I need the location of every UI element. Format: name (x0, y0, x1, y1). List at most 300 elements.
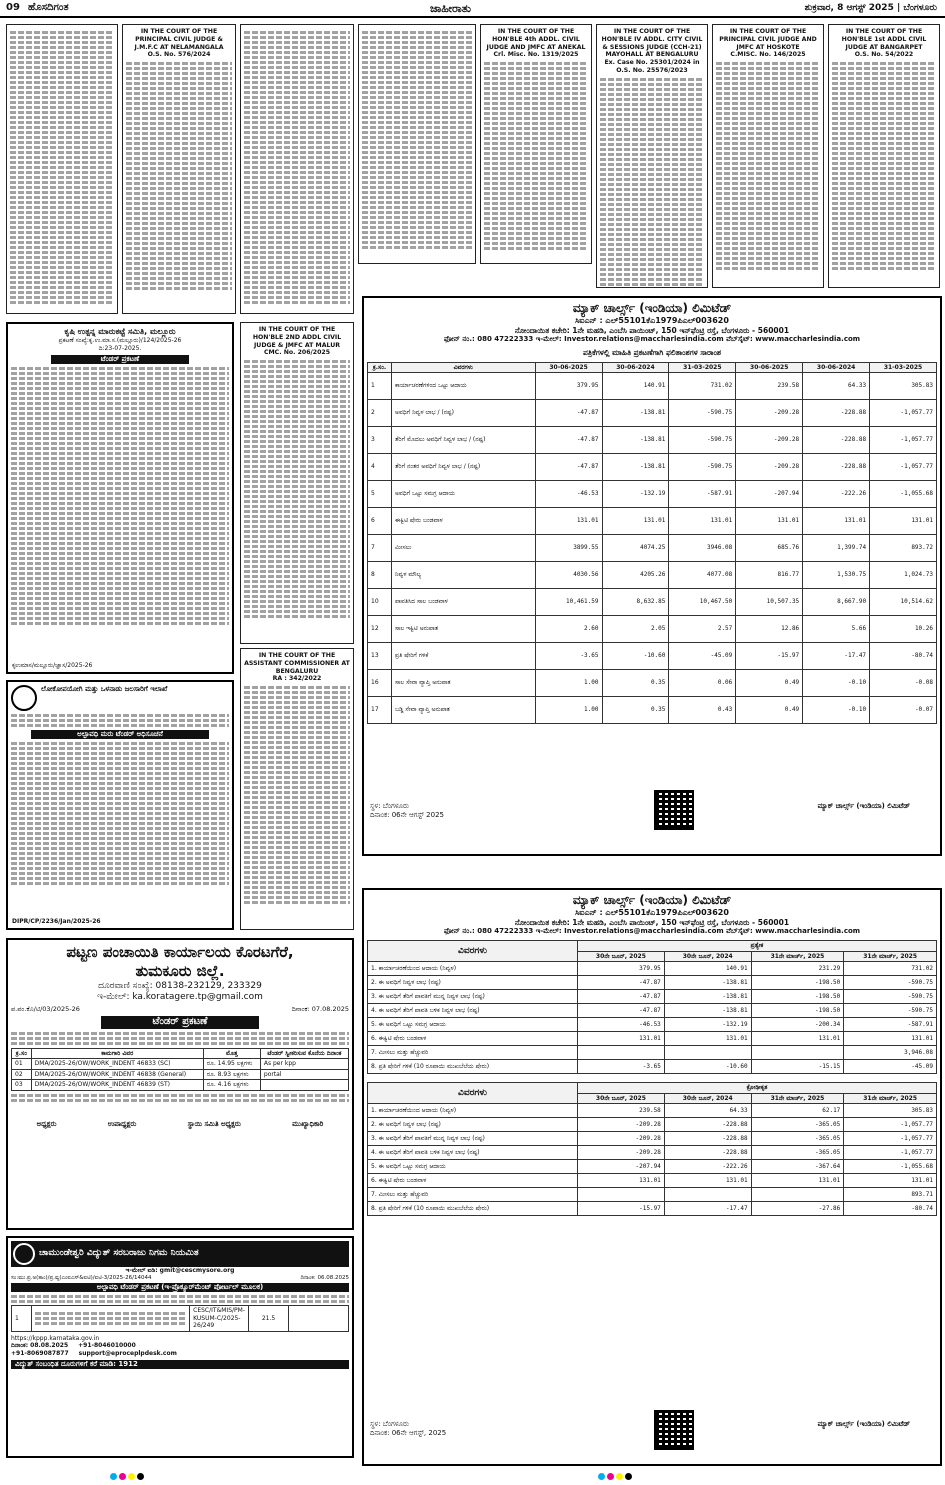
cell: -1,055.68 (844, 1160, 937, 1174)
cell: -3.65 (535, 643, 602, 670)
notice-kannada-2 (240, 24, 354, 314)
cell: 3,946.08 (844, 1046, 937, 1060)
registration-marks (598, 1473, 634, 1481)
signatory: ಅಧ್ಯಕ್ಷರು (36, 1119, 57, 1128)
col-header: 30-06-2024 (803, 362, 870, 373)
cell: 0.35 (602, 670, 669, 697)
row-label: ಅವಧಿಗೆ ಒಟ್ಟು ಸಮಗ್ರ ಆದಾಯ (392, 481, 536, 508)
company-cin: ಸಿಐಎನ್ : ಎಲ್55101ಕೆಎ1979ಪಿಎಲ್003620 (575, 908, 729, 917)
signatory: ಸ್ಥಾಯಿ ಸಮಿತಿ ಅಧ್ಯಕ್ಷರು (187, 1119, 241, 1128)
cmyk-dot (616, 1473, 623, 1480)
cell: -228.88 (664, 1132, 751, 1146)
korategere-email: ಇ-ಮೇಲ್: ka.koratagere.tp@gmail.com (97, 991, 263, 1002)
cell: 12.86 (736, 616, 803, 643)
cell: 02 (12, 1069, 32, 1080)
signatory: ಮುಖ್ಯಾಧಿಕಾರಿ (292, 1119, 324, 1128)
cell: -207.94 (578, 1160, 665, 1174)
cell: -228.88 (803, 454, 870, 481)
notice-assistant-commissioner (240, 648, 354, 930)
cell: -15.97 (736, 643, 803, 670)
signatory: ಉಪಾಧ್ಯಕ್ಷರು (107, 1119, 137, 1128)
cell: -27.86 (751, 1202, 844, 1216)
table-row (368, 373, 937, 400)
cell: -200.34 (751, 1018, 844, 1032)
row-label: ಮೀಸಲು (392, 535, 536, 562)
cell: -47.87 (535, 454, 602, 481)
apmc-title: ಕೃಷಿ ಉತ್ಪನ್ನ ಮಾರುಕಟ್ಟೆ ಸಮಿತಿ, ಮಲ್ಲೂರು (64, 327, 176, 336)
apmc-tender-bar: ಟೆಂಡರ್ ಪ್ರಕಟಣೆ (51, 355, 189, 364)
col-header: ಕಾಮಗಾರಿ ವಿವರ (31, 1048, 203, 1059)
cell: -209.28 (578, 1132, 665, 1146)
header-date: ಶುಕ್ರವಾರ, 8 ಆಗಸ್ಟ್ 2025 | ಬೆಂಗಳೂರು (804, 3, 937, 13)
cell: -47.87 (578, 976, 665, 990)
cell: 0.35 (602, 697, 669, 724)
cell: ರೂ. 14.95 ಲಕ್ಷಗಳು (203, 1059, 260, 1070)
cell: -138.81 (664, 990, 751, 1004)
cesc-date-line: ದಿನಾಂಕ: 08.08.2025 (11, 1342, 69, 1350)
cell: 10,514.62 (870, 589, 937, 616)
cell: 1,024.73 (870, 562, 937, 589)
cell: portal (260, 1069, 348, 1080)
cell: -80.74 (844, 1202, 937, 1216)
cell: -228.88 (803, 400, 870, 427)
cell: -138.81 (664, 1004, 751, 1018)
col-header: ಕ್ರ.ಸಂ (12, 1048, 32, 1059)
cesc-helpline: ವಿದ್ಯುತ್ ಸಂಬಂಧಿತ ದೂರುಗಳಿಗೆ ಕರೆ ಮಾಡಿ: 1912 (11, 1360, 349, 1369)
cesc-ref: ಸಂ:ಮು.ಪ್ರ.ಅ(ತಾಂ)/ಪ್ರ.ವ್ಯ(ಎಂಐಎಸ್&ಐಟಿ)/ಐಟಿ-3/2025-26/14044 (11, 1274, 152, 1281)
table-row (368, 562, 937, 589)
section-title: ಜಾಹೀರಾತು (430, 2, 472, 15)
cell: -365.05 (751, 1146, 844, 1160)
notice-kannada-3 (358, 24, 476, 264)
row-label: 3. ಈ ಅವಧಿಗೆ ತೆರಿಗೆ ಪಾವತಿಗೆ ಮುನ್ನ ನಿವ್ವಳ ಲಾಭ (ನಷ್ಟ) (368, 990, 578, 1004)
table-row (12, 1080, 349, 1091)
table-row (12, 1069, 349, 1080)
row-label: 4. ಈ ಅವಧಿಗೆ ತೆರಿಗೆ ಪಾವತಿ ಬಳಿಕ ನಿವ್ವಳ ಲಾಭ (ನಷ್ಟ) (368, 1146, 578, 1160)
cell: 1.00 (535, 670, 602, 697)
notice-case-no: Ex. Case No. 25301/2024 in O.S. No. 25576/2023 (604, 59, 700, 74)
cell (664, 1188, 751, 1202)
cell: 131.01 (751, 1032, 844, 1046)
consolidated-table (367, 1082, 937, 1216)
row-label: ನಿವ್ವಳ ಮೌಲ್ಯ (392, 562, 536, 589)
cell (578, 1046, 665, 1060)
table-row (368, 1104, 937, 1118)
row-label: ಪಾವತಿಸಿದ ಸಾಲ ಬಂಡವಾಳ (392, 589, 536, 616)
row-label: 3. ಈ ಅವಧಿಗೆ ತೆರಿಗೆ ಪಾವತಿಗೆ ಮುನ್ನ ನಿವ್ವಳ ಲಾಭ (ನಷ್ಟ) (368, 1132, 578, 1146)
col-header: 31ನೇ ಮಾರ್ಚ್, 2025 (844, 951, 937, 962)
table-row (368, 1188, 937, 1202)
korategere-ref: ಪ.ಪಂ.ಕೊ/ಟಿ/03/2025-26 (11, 1005, 80, 1013)
cell (260, 1080, 348, 1091)
cell: 131.01 (844, 1174, 937, 1188)
cell: 131.01 (664, 1032, 751, 1046)
cell: 13 (368, 643, 392, 670)
cell: -590.75 (844, 1004, 937, 1018)
pwd-tender-notice (6, 680, 234, 930)
col-header: 31-03-2025 (870, 362, 937, 373)
cell: 3 (368, 427, 392, 454)
col-header: ವಿವರಗಳು (368, 1083, 578, 1104)
cell: -222.26 (803, 481, 870, 508)
cesc-support-email[interactable]: support@eproceplpdesk.com (78, 1349, 177, 1357)
cell: -132.19 (602, 481, 669, 508)
cell: 5.66 (803, 616, 870, 643)
cell: 131.01 (578, 1174, 665, 1188)
row-label: 7. ಮೀಸಲು ಮತ್ತು ಹೆಚ್ಚುವರಿ (368, 1188, 578, 1202)
cell: 379.95 (578, 962, 665, 976)
cell: 140.91 (602, 373, 669, 400)
cell: 3946.08 (669, 535, 736, 562)
cell: 0.49 (736, 697, 803, 724)
cell: -17.47 (803, 643, 870, 670)
table-row (368, 1060, 937, 1074)
cell: -367.64 (751, 1160, 844, 1174)
cell: 2 (368, 400, 392, 427)
korategere-title-1: ಪಟ್ಟಣ ಪಂಚಾಯಿತಿ ಕಾರ್ಯಾಲಯ ಕೊರಟಗೆರೆ, (66, 943, 294, 961)
row-label: 7. ಮೀಸಲು ಮತ್ತು ಹೆಚ್ಚುವರಿ (368, 1046, 578, 1060)
cell: 816.77 (736, 562, 803, 589)
registration-marks (110, 1473, 146, 1481)
row-label: ತೆರಿಗೆ ಮೊದಲು ಅವಧಿಗೆ ನಿವ್ವಳ ಲಾಭ / (ನಷ್ಟ) (392, 427, 536, 454)
col-header: ಟೆಂಡರ್ ಸ್ವೀಕರಿಸುವ ಕೊನೆಯ ದಿನಾಂಕ (260, 1048, 348, 1059)
table-row: 1 CESC/IT&MIS/PM-KUSUM-C/2025-26/249 21.5 (12, 1306, 349, 1332)
cell: -365.05 (751, 1132, 844, 1146)
standalone-table (367, 940, 937, 1074)
table-row (368, 1018, 937, 1032)
pwd-tender-bar: ಅಲ್ಪಾವಧಿ ಮರು ಟೆಂಡರ್ ಅಧಿಸೂಚನೆ (31, 730, 209, 739)
cell: -138.81 (664, 976, 751, 990)
cell: 03 (12, 1080, 32, 1091)
cell: 64.33 (803, 373, 870, 400)
cell: -138.81 (602, 454, 669, 481)
notice-title: IN THE COURT OF THE PRINCIPAL CIVIL JUDGE AND JMFC AT HOSKOTE (719, 28, 817, 51)
apmc-ref: ಪ್ರಕಟಣೆ ಸಂಖ್ಯೆ:ಕೃ.ಉ.ಮಾ.ಸ.(ಮಲ್ಲೂರು)/124/2025-26 (58, 337, 182, 344)
row-label: 8. ಪ್ರತಿ ಷೇರಿಗೆ ಗಳಿಕೆ (10 ರೂಪಾಯಿ ಮುಖಬೆಲೆಯ ಷೇರು) (368, 1202, 578, 1216)
cell: 131.01 (602, 508, 669, 535)
table-row (368, 1046, 937, 1060)
row-label: 5. ಈ ಅವಧಿಗೆ ಒಟ್ಟು ಸಮಗ್ರ ಆದಾಯ (368, 1160, 578, 1174)
cell: 7 (368, 535, 392, 562)
cell (664, 1046, 751, 1060)
signatory: ಮ್ಯಾಕ್ ಚಾರ್ಲ್ಸ್ (ಇಂಡಿಯಾ) ಲಿಮಿಟೆಡ್ (817, 1420, 910, 1428)
cesc-tender-bar: ಅಲ್ಪಾವಧಿ ಟೆಂಡರ್ ಪ್ರಕಟಣೆ (ಇ-ಪ್ರೊಕ್ಯೂರ್‌ಮೆಂಟ್ ಪೋರ್ಟಲ್ ಮೂಲಕ) (11, 1283, 349, 1292)
cell: 685.76 (736, 535, 803, 562)
col-header: 31ನೇ ಮಾರ್ಚ್, 2025 (844, 1093, 937, 1104)
cell: 62.17 (751, 1104, 844, 1118)
cell: 10,467.50 (669, 589, 736, 616)
apmc-date: ದಿ:23-07-2025. (98, 344, 142, 352)
pwd-code: DIPR/CP/2236/Jan/2025-26 (12, 917, 101, 925)
table-row (368, 1118, 937, 1132)
notice-anekal (480, 24, 592, 264)
cesc-title: ಚಾಮುಂಡೇಶ್ವರಿ ವಿದ್ಯುತ್ ಸರಬರಾಜು ನಿಗಮ ನಿಯಮಿತ (39, 1248, 199, 1259)
cell: 2.60 (535, 616, 602, 643)
notice-case-no: Crl. Misc. No. 1319/2025 (493, 51, 579, 59)
table-row (368, 670, 937, 697)
notice-title: IN THE COURT OF THE PRINCIPAL CIVIL JUDGE & J.M.F.C AT NELAMANGALA (134, 28, 224, 51)
cell: -228.88 (664, 1146, 751, 1160)
cell: -228.88 (664, 1118, 751, 1132)
table-row (368, 1174, 937, 1188)
cell: -209.28 (736, 400, 803, 427)
cell: -0.08 (870, 670, 937, 697)
table-row (368, 535, 937, 562)
col-header: 30ನೇ ಜೂನ್, 2024 (664, 951, 751, 962)
cell: 131.01 (844, 1032, 937, 1046)
table-row (368, 976, 937, 990)
cell: -0.10 (803, 697, 870, 724)
cell: -209.28 (736, 427, 803, 454)
cell: 131.01 (803, 508, 870, 535)
date: ದಿನಾಂಕ: 06ನೇ ಆಗಸ್ಟ್, 2025 (370, 1428, 447, 1437)
cmyk-dot (607, 1473, 614, 1480)
cell: 731.02 (669, 373, 736, 400)
table-row (368, 1146, 937, 1160)
cell: -209.28 (736, 454, 803, 481)
qr-code-icon (654, 790, 694, 830)
col-header: 30-06-2025 (736, 362, 803, 373)
notice-case-no: RA : 342/2022 (272, 675, 322, 683)
cell: -590.75 (669, 454, 736, 481)
cell: -1,057.77 (844, 1118, 937, 1132)
company-office: ನೋಂದಾಯಿತ ಕಚೇರಿ: 1ನೇ ಮಹಡಿ, ಎಂಬೆಸಿ ಪಾಯಿಂಟ್, 150 ಇನ್‌ಫೆಂಟ್ರಿ ರಸ್ತೆ, ಬೆಂಗಳೂರು - 560001 (514, 326, 790, 335)
cmyk-dot (128, 1473, 135, 1480)
notice-title: IN THE COURT OF THE HON'BLE 1st ADDL CIVIL JUDGE AT BANGARPET (841, 28, 927, 51)
table-row (368, 508, 937, 535)
row-label: ತೆರಿಗೆ ನಂತರ ಅವಧಿಗೆ ನಿವ್ವಳ ಲಾಭ / (ನಷ್ಟ) (392, 454, 536, 481)
brand-logo: ಹೊಸದಿಗಂತ (28, 2, 69, 13)
cell: 4030.56 (535, 562, 602, 589)
cell: -47.87 (535, 427, 602, 454)
cell: -198.50 (751, 990, 844, 1004)
cell: 140.91 (664, 962, 751, 976)
cell: -80.74 (870, 643, 937, 670)
cell: -207.94 (736, 481, 803, 508)
cell: 239.58 (736, 373, 803, 400)
cell: 131.01 (751, 1174, 844, 1188)
cell: DMA/2025-26/OW/WORK_INDENT 46833 (SC) (31, 1059, 203, 1070)
cell: 4205.26 (602, 562, 669, 589)
cell: 1.00 (535, 697, 602, 724)
cell: 1 (368, 373, 392, 400)
cell (578, 1188, 665, 1202)
page-number: 09 (6, 2, 20, 13)
korategere-tender-bar: ಟೆಂಡರ್ ಪ್ರಕಟಣೆ (101, 1016, 259, 1029)
cell: 731.02 (844, 962, 937, 976)
notice-title: IN THE COURT OF THE HON'BLE IV ADDL. CITY CIVIL & SESSIONS JUDGE (CCH-21) MAYOHALL AT BENGALURU (601, 28, 703, 59)
row-label: ಬಡ್ಡಿ ಸೇವಾ ವ್ಯಾಪ್ತಿ ಅನುಪಾತ (392, 697, 536, 724)
row-label: 2. ಈ ಅವಧಿಗೆ ನಿವ್ವಳ ಲಾಭ (ನಷ್ಟ) (368, 1118, 578, 1132)
cell: -45.09 (669, 643, 736, 670)
row-label: ಸಾಲ ಇಕ್ವಿಟಿ ಅನುಪಾತ (392, 616, 536, 643)
notice-nelamangala (122, 24, 236, 314)
cell: 1,399.74 (803, 535, 870, 562)
cell: -10.60 (602, 643, 669, 670)
cell: 6 (368, 508, 392, 535)
cell: -0.07 (870, 697, 937, 724)
cell: -1,057.77 (844, 1146, 937, 1160)
cell: 1,530.75 (803, 562, 870, 589)
cell (751, 1188, 844, 1202)
cell: -47.87 (578, 1004, 665, 1018)
cell: ರೂ. 8.93 ಲಕ್ಷಗಳು (203, 1069, 260, 1080)
notice-case-no: O.S. No. 54/2022 (854, 51, 914, 59)
table-row (368, 427, 937, 454)
row-label: 8. ಪ್ರತಿ ಷೇರಿಗೆ ಗಳಿಕೆ (10 ರೂಪಾಯಿ ಮುಖಬೆಲೆಯ ಷೇರು) (368, 1060, 578, 1074)
cell: DMA/2025-26/OW/WORK_INDENT 46838 (General) (31, 1069, 203, 1080)
company-name: ಮ್ಯಾಕ್ ಚಾರ್ಲ್ಸ್ (ಇಂಡಿಯಾ) ಲಿಮಿಟೆಡ್ (572, 301, 732, 315)
apmc-footer: ಕೃಉಮಾಸ/ಮಲ್ಲೂರು/ಜ್ಞಾಸ/2025-26 (12, 661, 93, 669)
company-name: ಮ್ಯಾಕ್ ಚಾರ್ಲ್ಸ್ (ಇಂಡಿಯಾ) ಲಿಮಿಟೆಡ್ (572, 893, 732, 907)
cell: -132.19 (664, 1018, 751, 1032)
col-header: 31ನೇ ಮಾರ್ಚ್, 2025 (751, 951, 844, 962)
results-caption: ಪತ್ರಿಕೆಗಳಲ್ಲಿ ಮಾಹಿತಿ ಪ್ರಕಟಣೆಗಾಗಿ ಫಲಿತಾಂಶಗಳ ಸಾರಾಂಶ (582, 348, 722, 358)
col-header: ಕ್ರೋಢೀಕೃತ (578, 1083, 937, 1094)
cell: 64.33 (664, 1104, 751, 1118)
cell: -198.50 (751, 976, 844, 990)
company-cin: ಸಿಐಎನ್ : ಎಲ್55101ಕೆಎ1979ಪಿಎಲ್003620 (575, 316, 729, 325)
cell: 0.06 (669, 670, 736, 697)
row-label: 1. ಕಾರ್ಯಾಚರಣೆಯಿಂದ ಆದಾಯ (ನಿವ್ವಳ) (368, 1104, 578, 1118)
col-header: 30ನೇ ಜೂನ್, 2025 (578, 951, 665, 962)
cell: 239.58 (578, 1104, 665, 1118)
cmyk-dot (119, 1473, 126, 1480)
table-row (12, 1059, 349, 1070)
cell: -1,057.77 (870, 400, 937, 427)
cell: -47.87 (535, 400, 602, 427)
cell: 131.01 (664, 1174, 751, 1188)
korategere-table (11, 1048, 349, 1091)
cell: -590.75 (844, 976, 937, 990)
cell: -590.75 (669, 400, 736, 427)
cell: -587.91 (669, 481, 736, 508)
cell: 131.01 (578, 1032, 665, 1046)
cesc-phone-2: +91-8069087877 (11, 1349, 69, 1357)
cell: As per kpp (260, 1059, 348, 1070)
cell: 379.95 (535, 373, 602, 400)
cmyk-dot (598, 1473, 605, 1480)
cmyk-dot (110, 1473, 117, 1480)
cell (751, 1046, 844, 1060)
cell: 10,507.35 (736, 589, 803, 616)
cell: 305.83 (870, 373, 937, 400)
cell: -138.81 (602, 400, 669, 427)
cell: -15.15 (751, 1060, 844, 1074)
col-header: ಪ್ರತ್ಯೇಕ (578, 941, 937, 952)
col-header: 30ನೇ ಜೂನ್, 2024 (664, 1093, 751, 1104)
cell: -0.10 (803, 670, 870, 697)
cell: -47.87 (578, 990, 665, 1004)
row-label: 6. ಈಕ್ವಿಟಿ ಷೇರು ಬಂಡವಾಳ (368, 1174, 578, 1188)
qr-code-icon (654, 1410, 694, 1450)
mac-charles-results-1 (362, 296, 942, 856)
cell: 4074.25 (602, 535, 669, 562)
row-label: 2. ಈ ಅವಧಿಗೆ ನಿವ್ವಳ ಲಾಭ (ನಷ್ಟ) (368, 976, 578, 990)
table-row (368, 481, 937, 508)
col-header: ವಿವರಗಳು (392, 362, 536, 373)
cell: 131.01 (736, 508, 803, 535)
cell: -590.75 (669, 427, 736, 454)
table-row (368, 589, 937, 616)
cell: 305.83 (844, 1104, 937, 1118)
mac-charles-results-2 (362, 888, 942, 1466)
signatory: ಮ್ಯಾಕ್ ಚಾರ್ಲ್ಸ್ (ಇಂಡಿಯಾ) ಲಿಮಿಟೆಡ್ (817, 802, 910, 810)
place: ಸ್ಥಳ: ಬೆಂಗಳೂರು (370, 1420, 409, 1428)
cell: -209.28 (578, 1146, 665, 1160)
cell: 8,632.85 (602, 589, 669, 616)
col-header: 31-03-2025 (669, 362, 736, 373)
cell: -1,057.77 (844, 1132, 937, 1146)
cesc-ref-date: ದಿನಾಂಕ: 06.08.2025 (300, 1274, 349, 1281)
notice-bangarpet (828, 24, 940, 288)
cesc-url[interactable]: https://kppp.karnataka.gov.in (11, 1334, 100, 1342)
col-header: 31ನೇ ಮಾರ್ಚ್, 2025 (751, 1093, 844, 1104)
notice-title: IN THE COURT OF THE HON'BLE 4th ADDL. CIVIL JUDGE AND JMFC AT ANEKAL (486, 28, 586, 51)
cell: -590.75 (844, 990, 937, 1004)
korategere-title-2: ತುಮಕೂರು ಜಿಲ್ಲೆ. (135, 961, 225, 980)
cell: 2.05 (602, 616, 669, 643)
cell: 2.57 (669, 616, 736, 643)
row-label: 1. ಕಾರ್ಯಾಚರಣೆಯಿಂದ ಆದಾಯ (ನಿವ್ವಳ) (368, 962, 578, 976)
cesc-amount: 21.5 (249, 1306, 289, 1332)
table-row (368, 1032, 937, 1046)
notice-hoskote (712, 24, 824, 288)
table-row (368, 1160, 937, 1174)
table-row (368, 643, 937, 670)
date: ದಿನಾಂಕ: 06ನೇ ಆಗಸ್ಟ್ 2025 (370, 810, 444, 819)
table-row (368, 616, 937, 643)
cell: 0.49 (736, 670, 803, 697)
korategere-ref-date: ದಿನಾಂಕ: 07.08.2025 (291, 1005, 349, 1013)
cell: 131.01 (669, 508, 736, 535)
cell: -46.53 (535, 481, 602, 508)
cell: -3.65 (578, 1060, 665, 1074)
cell: 01 (12, 1059, 32, 1070)
table-row (368, 1004, 937, 1018)
row-label: 6. ಈಕ್ವಿಟಿ ಷೇರು ಬಂಡವಾಳ (368, 1032, 578, 1046)
korategere-tender-notice (6, 938, 354, 1230)
cell: 893.71 (844, 1188, 937, 1202)
cell: 4 (368, 454, 392, 481)
cell: -45.09 (844, 1060, 937, 1074)
pwd-dept: ಲೋಕೋಪಯೋಗಿ ಮತ್ತು ಒಳನಾಡು ಜಲಸಾರಿಗೆ ಇಲಾಖೆ (41, 685, 168, 693)
apmc-tender-notice (6, 322, 234, 674)
cesc-tender-no: CESC/IT&MIS/PM-KUSUM-C/2025-26/249 (190, 1306, 249, 1332)
notice-case-no: C.MISC. No. 146/2025 (730, 51, 806, 59)
results-table-1 (367, 362, 937, 725)
cell: 5 (368, 481, 392, 508)
cesc-phone: +91-8046010000 (78, 1342, 136, 1350)
company-office: ನೋಂದಾಯಿತ ಕಚೇರಿ: 1ನೇ ಮಹಡಿ, ಎಂಬೆಸಿ ಪಾಯಿಂಟ್, 150 ಇನ್‌ಫೆಂಟ್ರಿ ರಸ್ತೆ, ಬೆಂಗಳೂರು - 560001 (514, 918, 790, 927)
cell: -46.53 (578, 1018, 665, 1032)
cell: -365.05 (751, 1118, 844, 1132)
cell: 16 (368, 670, 392, 697)
cell: 17 (368, 697, 392, 724)
cell: -587.91 (844, 1018, 937, 1032)
cell: -198.50 (751, 1004, 844, 1018)
row-label: ಪ್ರತಿ ಷೇರಿಗೆ ಗಳಿಕೆ (392, 643, 536, 670)
col-header: 30ನೇ ಜೂನ್, 2025 (578, 1093, 665, 1104)
cell: 10.26 (870, 616, 937, 643)
cell: 8,667.90 (803, 589, 870, 616)
page-header (0, 0, 945, 18)
company-contact: ಫೋನ್ ನಂ.: 080 47222333 ಇ-ಮೇಲ್: Investor.relations@maccharlesindia.com ವೆಬ್‌ಸೈಟ್: www.maccharlesindia.com (443, 927, 861, 936)
col-header: ಮೊತ್ತ (203, 1048, 260, 1059)
notice-title: IN THE COURT OF THE HON'BLE 2ND ADDL CIVIL JUDGE & JMFC AT MALUR (252, 326, 342, 349)
cell: -228.88 (803, 427, 870, 454)
table-row (368, 962, 937, 976)
